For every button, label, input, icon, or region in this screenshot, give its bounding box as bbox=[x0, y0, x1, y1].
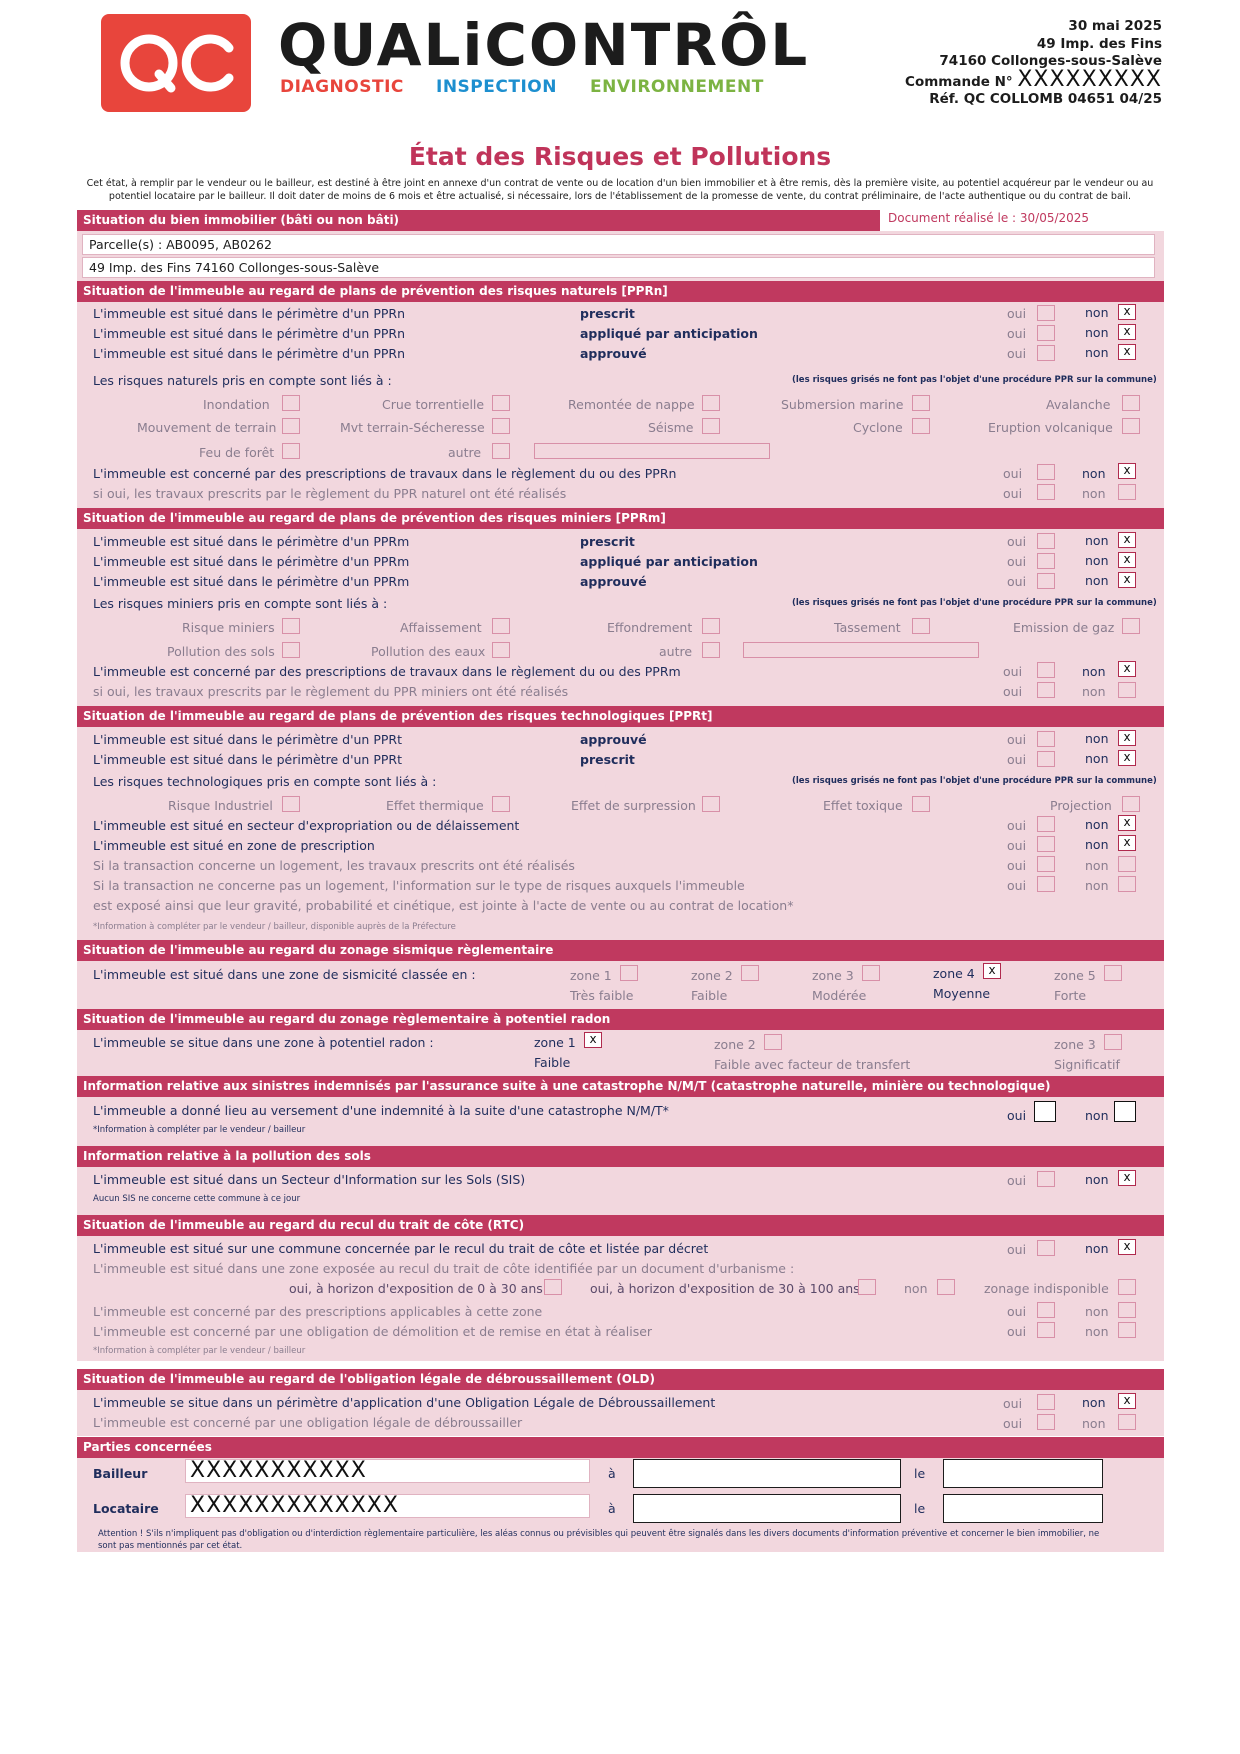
non-label: non bbox=[1085, 1172, 1109, 1187]
pprt-pas-logement-label: Si la transaction ne concerne pas un logement, l'information sur le type de risques auxquels l'immeuble bbox=[93, 878, 745, 893]
radon-zone2-level: Faible avec facteur de transfert bbox=[714, 1057, 911, 1072]
pprn-header: Situation de l'immeuble au regard de plans de prévention des risques naturels [PPRn] bbox=[77, 281, 1164, 302]
pprt-header: Situation de l'immeuble au regard de plans de prévention des risques technologiques [PPRt] bbox=[77, 706, 1164, 727]
pollution-label: L'immeuble est situé dans un Secteur d'Information sur les Sols (SIS) bbox=[93, 1172, 526, 1187]
risk-autre-checkbox[interactable] bbox=[492, 443, 510, 459]
non-label: non bbox=[1085, 817, 1109, 832]
radon-zone3-checkbox[interactable] bbox=[1104, 1034, 1122, 1050]
risk-secheresse-checkbox[interactable] bbox=[492, 418, 510, 434]
header-commande bbox=[905, 66, 1162, 92]
risk-industriel-checkbox[interactable] bbox=[282, 796, 300, 812]
pprn-travaux-non-checkbox[interactable] bbox=[1118, 463, 1136, 479]
parcelles-field[interactable]: Parcelle(s) : AB0095, AB0262 bbox=[82, 234, 1155, 255]
zone5-label: zone 5 bbox=[1054, 968, 1096, 983]
pprt-pas-logement-non-checkbox[interactable] bbox=[1118, 876, 1136, 892]
radon-zone1-level: Faible bbox=[534, 1055, 571, 1070]
radon-zone2-checkbox[interactable] bbox=[764, 1034, 782, 1050]
locataire-label: Locataire bbox=[93, 1501, 159, 1516]
risk-cyclone: Cyclone bbox=[853, 420, 903, 435]
pprm-row1-label: L'immeuble est situé dans le périmètre d'un PPRm bbox=[93, 534, 410, 549]
pprm-anticipation: appliqué par anticipation bbox=[580, 554, 758, 569]
rtc-option4-checkbox[interactable] bbox=[1118, 1279, 1136, 1295]
pprt-note: *Information à compléter par le vendeur / bailleur, disponible auprès de la Préfecture bbox=[93, 922, 456, 932]
sinistres-note: *Information à compléter par le vendeur / bailleur bbox=[93, 1125, 306, 1135]
sismique-zone2-checkbox[interactable] bbox=[741, 965, 759, 981]
sinistres-oui-checkbox[interactable] bbox=[1034, 1101, 1056, 1122]
zone4-label: zone 4 bbox=[933, 966, 975, 981]
risk-avalanche-checkbox[interactable] bbox=[1122, 395, 1140, 411]
commande-label: Commande N° bbox=[905, 73, 1013, 90]
pprm-autre-label: autre bbox=[659, 644, 693, 659]
commande-redacted: XXXXXXXXX bbox=[1017, 66, 1162, 92]
non-label: non bbox=[1085, 878, 1109, 893]
pollution-oui-checkbox[interactable] bbox=[1037, 1171, 1055, 1187]
oui-label: oui bbox=[1007, 326, 1027, 341]
radon-label: L'immeuble se situe dans une zone à potentiel radon : bbox=[93, 1035, 434, 1050]
pprm-travaux-oui-checkbox[interactable] bbox=[1037, 662, 1055, 678]
oui-label: oui bbox=[1003, 684, 1023, 699]
rtc-l4-oui-checkbox[interactable] bbox=[1037, 1322, 1055, 1338]
pprn-row2-label: L'immeuble est situé dans le périmètre d'un PPRn bbox=[93, 326, 406, 341]
non-label: non bbox=[1085, 858, 1109, 873]
rtc-note: *Information à compléter par le vendeur / bailleur bbox=[93, 1346, 306, 1356]
pprm-approuve: approuvé bbox=[580, 574, 647, 589]
pprn-anticipation-non-checkbox[interactable] bbox=[1118, 324, 1136, 340]
qc-logo-icon bbox=[101, 14, 251, 112]
pprm-prescrit-non-checkbox[interactable] bbox=[1118, 532, 1136, 548]
pprn-row1-label: L'immeuble est situé dans le périmètre d'un PPRn bbox=[93, 306, 406, 321]
oui-label: oui bbox=[1007, 554, 1027, 569]
pprm-prescrit: prescrit bbox=[580, 534, 635, 549]
risk-toxique-checkbox[interactable] bbox=[912, 796, 930, 812]
risk-seisme-checkbox[interactable] bbox=[702, 418, 720, 434]
pprt-prescrit: prescrit bbox=[580, 752, 635, 767]
risk-eruption: Eruption volcanique bbox=[988, 420, 1113, 435]
non-label: non bbox=[1085, 325, 1109, 340]
risk-miniers: Risque miniers bbox=[182, 620, 275, 635]
oui-label: oui bbox=[1007, 732, 1027, 747]
company-logo bbox=[101, 14, 251, 112]
risk-seisme: Séisme bbox=[648, 420, 694, 435]
footer-note: Attention ! S'ils n'impliquent pas d'obligation ou d'interdiction règlementaire particulière, les aléas connus ou prévisibles qui peuvent être signalés dans les divers documents d'information préventive et concerner le bien immobilier, ne sont pas mentionnés par cet état. bbox=[98, 1529, 1100, 1551]
header-date: 30 mai 2025 bbox=[1068, 18, 1162, 34]
pprt-approuve-oui-checkbox[interactable] bbox=[1037, 731, 1055, 747]
non-label: non bbox=[1085, 1241, 1109, 1256]
radon-zone3-label: zone 3 bbox=[1054, 1037, 1096, 1052]
old-header: Situation de l'immeuble au regard de l'obligation légale de débroussaillement (OLD) bbox=[77, 1369, 1164, 1390]
non-label: non bbox=[1085, 1304, 1109, 1319]
radon-zone1-label: zone 1 bbox=[534, 1035, 576, 1050]
pprt-expropriation-oui-checkbox[interactable] bbox=[1037, 816, 1055, 832]
risk-nappe: Remontée de nappe bbox=[568, 397, 695, 412]
non-label: non bbox=[1085, 345, 1109, 360]
pprm-travaux-non-checkbox[interactable] bbox=[1118, 661, 1136, 677]
document-date: Document réalisé le : 30/05/2025 bbox=[888, 211, 1090, 225]
risk-projection: Projection bbox=[1050, 798, 1112, 813]
pprt-risks-label: Les risques technologiques pris en compte sont liés à : bbox=[93, 774, 437, 789]
pprn-prescrit-non-checkbox[interactable] bbox=[1118, 304, 1136, 320]
pprm-realises-non-checkbox[interactable] bbox=[1118, 682, 1136, 698]
rtc-l4-non-checkbox[interactable] bbox=[1118, 1322, 1136, 1338]
risk-feu-checkbox[interactable] bbox=[282, 443, 300, 459]
bailleur-label: Bailleur bbox=[93, 1466, 148, 1481]
risk-affaissement-checkbox[interactable] bbox=[492, 618, 510, 634]
pprm-row3-label: L'immeuble est situé dans le périmètre d'un PPRm bbox=[93, 574, 410, 589]
oui-label: oui bbox=[1007, 1304, 1027, 1319]
pprm-realises-label: si oui, les travaux prescrits par le règlement du PPR miniers ont été réalisés bbox=[93, 684, 569, 699]
risk-projection-checkbox[interactable] bbox=[1122, 796, 1140, 812]
pprn-anticipation: appliqué par anticipation bbox=[580, 326, 758, 341]
pprn-greyed-note: (les risques grisés ne font pas l'objet d'une procédure PPR sur la commune) bbox=[792, 375, 1157, 385]
risk-affaissement: Affaissement bbox=[400, 620, 482, 635]
pprt-row2-label: L'immeuble est situé dans le périmètre d'un PPRt bbox=[93, 752, 402, 767]
risk-tassement: Tassement bbox=[834, 620, 901, 635]
risk-submersion-checkbox[interactable] bbox=[912, 395, 930, 411]
pprn-risks-label: Les risques naturels pris en compte sont liés à : bbox=[93, 373, 392, 388]
tagline-diagnostic: DIAGNOSTIC bbox=[280, 77, 404, 97]
tagline-environnement: ENVIRONNEMENT bbox=[590, 77, 764, 97]
rtc-l2: L'immeuble est situé dans une zone exposée au recul du trait de côte identifiée par un document d'urbanisme : bbox=[93, 1261, 795, 1276]
situation-header: Situation du bien immobilier (bâti ou non bâti) bbox=[77, 210, 880, 231]
risk-crue: Crue torrentielle bbox=[382, 397, 485, 412]
risk-gaz-checkbox[interactable] bbox=[1122, 618, 1140, 634]
pprn-realises-label: si oui, les travaux prescrits par le règlement du PPR naturel ont été réalisés bbox=[93, 486, 567, 501]
pprn-approuve: approuvé bbox=[580, 346, 647, 361]
old-l2: L'immeuble est concerné par une obligation légale de débroussailler bbox=[93, 1415, 523, 1430]
non-label: non bbox=[1085, 1108, 1109, 1123]
sismique-zone5-checkbox[interactable] bbox=[1104, 965, 1122, 981]
risk-mouvement-checkbox[interactable] bbox=[282, 418, 300, 434]
risk-crue-checkbox[interactable] bbox=[492, 395, 510, 411]
pprt-logement-oui-checkbox[interactable] bbox=[1037, 856, 1055, 872]
rtc-l3: L'immeuble est concerné par des prescriptions applicables à cette zone bbox=[93, 1304, 543, 1319]
oui-label: oui bbox=[1007, 878, 1027, 893]
radon-zone3-level: Significatif bbox=[1054, 1057, 1120, 1072]
pprm-approuve-oui-checkbox[interactable] bbox=[1037, 573, 1055, 589]
intro-text: Cet état, à remplir par le vendeur ou le bailleur, est destiné à être joint en annexe d'un contrat de vente ou de location d'un bien immobilier et à être remis, dès la première visite, au potentiel acquéreur par le vendeur ou au potentiel locataire par le bailleur. Il doit dater de moins de 6 mois et être actualisé, si nécessaire, lors de l'établissement de la promesse de vente, du contrat préliminaire, de l'acte authentique ou du contrat de bail. bbox=[86, 178, 1154, 202]
risk-thermique: Effet thermique bbox=[386, 798, 484, 813]
rtc-l3-non-checkbox[interactable] bbox=[1118, 1302, 1136, 1318]
pprn-realises-oui-checkbox[interactable] bbox=[1037, 484, 1055, 500]
header-reference: Réf. QC COLLOMB 04651 04/25 bbox=[929, 91, 1162, 107]
header-address2: 74160 Collonges-sous-Salève bbox=[939, 53, 1162, 69]
rtc-option3: non bbox=[904, 1281, 928, 1296]
pprm-prescrit-oui-checkbox[interactable] bbox=[1037, 533, 1055, 549]
pprn-travaux-label: L'immeuble est concerné par des prescriptions de travaux dans le règlement du ou des PPRn bbox=[93, 466, 677, 481]
zone5-level: Forte bbox=[1054, 988, 1087, 1003]
non-label: non bbox=[1082, 466, 1106, 481]
risk-secheresse: Mvt terrain-Sécheresse bbox=[340, 420, 485, 435]
pollution-note: Aucun SIS ne concerne cette commune à ce jour bbox=[93, 1194, 301, 1204]
pprt-prescription-oui-checkbox[interactable] bbox=[1037, 836, 1055, 852]
non-label: non bbox=[1085, 1324, 1109, 1339]
oui-label: oui bbox=[1007, 818, 1027, 833]
pprm-greyed-note: (les risques grisés ne font pas l'objet d'une procédure PPR sur la commune) bbox=[792, 598, 1157, 608]
sismique-label: L'immeuble est situé dans une zone de sismicité classée en : bbox=[93, 967, 476, 982]
risk-eruption-checkbox[interactable] bbox=[1122, 418, 1140, 434]
pprn-approuve-oui-checkbox[interactable] bbox=[1037, 345, 1055, 361]
rtc-header: Situation de l'immeuble au regard du recul du trait de côte (RTC) bbox=[77, 1215, 1164, 1236]
non-label: non bbox=[1085, 533, 1109, 548]
locataire-a-label: à bbox=[608, 1501, 616, 1516]
rtc-l4: L'immeuble est concerné par une obligation de démolition et de remise en état à réaliser bbox=[93, 1324, 653, 1339]
non-label: non bbox=[1085, 731, 1109, 746]
bailleur-le-label: le bbox=[914, 1466, 926, 1481]
zone2-level: Faible bbox=[691, 988, 728, 1003]
oui-label: oui bbox=[1007, 1108, 1027, 1123]
pprm-realises-oui-checkbox[interactable] bbox=[1037, 682, 1055, 698]
zone4-level: Moyenne bbox=[933, 986, 991, 1001]
non-label: non bbox=[1082, 486, 1106, 501]
risk-avalanche: Avalanche bbox=[1046, 397, 1111, 412]
sinistres-non-checkbox[interactable] bbox=[1114, 1101, 1136, 1122]
risk-inondation-checkbox[interactable] bbox=[282, 395, 300, 411]
risk-toxique: Effet toxique bbox=[823, 798, 903, 813]
oui-label: oui bbox=[1007, 534, 1027, 549]
risk-tassement-checkbox[interactable] bbox=[912, 618, 930, 634]
pprm-approuve-non-checkbox[interactable] bbox=[1118, 572, 1136, 588]
pprt-row1-label: L'immeuble est situé dans le périmètre d'un PPRt bbox=[93, 732, 402, 747]
risk-inondation: Inondation bbox=[203, 397, 270, 412]
old-l1-non-checkbox[interactable] bbox=[1118, 1393, 1136, 1409]
radon-zone2-label: zone 2 bbox=[714, 1037, 756, 1052]
oui-label: oui bbox=[1007, 1173, 1027, 1188]
rtc-option1-checkbox[interactable] bbox=[544, 1279, 562, 1295]
old-l2-oui-checkbox[interactable] bbox=[1037, 1414, 1055, 1430]
non-label: non bbox=[1082, 684, 1106, 699]
pprt-logement-non-checkbox[interactable] bbox=[1118, 856, 1136, 872]
pprm-row2-label: L'immeuble est situé dans le périmètre d'un PPRm bbox=[93, 554, 410, 569]
non-label: non bbox=[1085, 837, 1109, 852]
zone3-level: Modérée bbox=[812, 988, 867, 1003]
oui-label: oui bbox=[1007, 1242, 1027, 1257]
risk-miniers-checkbox[interactable] bbox=[282, 618, 300, 634]
risk-industriel: Risque Industriel bbox=[168, 798, 273, 813]
rtc-l3-oui-checkbox[interactable] bbox=[1037, 1302, 1055, 1318]
rtc-option2: oui, à horizon d'exposition de 30 à 100 ans bbox=[590, 1281, 860, 1296]
risk-gaz: Emission de gaz bbox=[1013, 620, 1115, 635]
tagline-inspection: INSPECTION bbox=[436, 77, 557, 97]
pprn-anticipation-oui-checkbox[interactable] bbox=[1037, 325, 1055, 341]
pprt-prescrit-non-checkbox[interactable] bbox=[1118, 750, 1136, 766]
pprn-realises-non-checkbox[interactable] bbox=[1118, 484, 1136, 500]
oui-label: oui bbox=[1003, 466, 1023, 481]
sinistres-header: Information relative aux sinistres indemnisés par l'assurance suite à une catastrophe N/M/T (catastrophe naturelle, minière ou technologique) bbox=[77, 1076, 1164, 1097]
non-label: non bbox=[1085, 305, 1109, 320]
oui-label: oui bbox=[1003, 1416, 1023, 1431]
adresse-field[interactable]: 49 Imp. des Fins 74160 Collonges-sous-Salève bbox=[82, 257, 1155, 278]
pprm-header: Situation de l'immeuble au regard de plans de prévention des risques miniers [PPRm] bbox=[77, 508, 1164, 529]
pprt-approuve: approuvé bbox=[580, 732, 647, 747]
pprm-autre-checkbox[interactable] bbox=[702, 642, 720, 658]
locataire-date-field[interactable] bbox=[943, 1494, 1103, 1523]
pprt-pas-logement-oui-checkbox[interactable] bbox=[1037, 876, 1055, 892]
sismique-zone4-checkbox[interactable] bbox=[983, 963, 1001, 979]
non-label: non bbox=[1082, 1416, 1106, 1431]
pprm-autre-field[interactable] bbox=[743, 642, 979, 658]
pprt-approuve-non-checkbox[interactable] bbox=[1118, 730, 1136, 746]
oui-label: oui bbox=[1007, 858, 1027, 873]
pprm-anticipation-non-checkbox[interactable] bbox=[1118, 552, 1136, 568]
sismique-zone1-checkbox[interactable] bbox=[620, 965, 638, 981]
oui-label: oui bbox=[1003, 486, 1023, 501]
bailleur-a-label: à bbox=[608, 1466, 616, 1481]
locataire-le-label: le bbox=[914, 1501, 926, 1516]
pprm-travaux-label: L'immeuble est concerné par des prescriptions de travaux dans le règlement du ou des PPRm bbox=[93, 664, 681, 679]
pprn-travaux-oui-checkbox[interactable] bbox=[1037, 464, 1055, 480]
pollution-non-checkbox[interactable] bbox=[1118, 1170, 1136, 1186]
old-l2-non-checkbox[interactable] bbox=[1118, 1414, 1136, 1430]
risk-submersion: Submersion marine bbox=[781, 397, 904, 412]
parties-header: Parties concernées bbox=[77, 1437, 1164, 1458]
pprt-expropriation-label: L'immeuble est situé en secteur d'expropriation ou de délaissement bbox=[93, 818, 520, 833]
non-label: non bbox=[1082, 1395, 1106, 1410]
oui-label: oui bbox=[1007, 752, 1027, 767]
zone1-label: zone 1 bbox=[570, 968, 612, 983]
risk-pollution-eaux-checkbox[interactable] bbox=[492, 642, 510, 658]
pprt-expropriation-non-checkbox[interactable] bbox=[1118, 815, 1136, 831]
risk-pollution-sols-checkbox[interactable] bbox=[282, 642, 300, 658]
oui-label: oui bbox=[1007, 346, 1027, 361]
bailleur-lieu-field[interactable] bbox=[633, 1459, 901, 1488]
oui-label: oui bbox=[1007, 838, 1027, 853]
pprn-approuve-non-checkbox[interactable] bbox=[1118, 344, 1136, 360]
pprt-logement-label: Si la transaction concerne un logement, les travaux prescrits ont été réalisés bbox=[93, 858, 575, 873]
pprn-row3-label: L'immeuble est situé dans le périmètre d'un PPRn bbox=[93, 346, 406, 361]
risk-mouvement: Mouvement de terrain bbox=[137, 420, 277, 435]
radon-zone1-checkbox[interactable] bbox=[584, 1032, 602, 1048]
pprm-anticipation-oui-checkbox[interactable] bbox=[1037, 553, 1055, 569]
old-l1-oui-checkbox[interactable] bbox=[1037, 1394, 1055, 1410]
pprt-pas-logement-label2: est exposé ainsi que leur gravité, probabilité et cinétique, est jointe à l'acte de vente ou au contrat de location* bbox=[93, 898, 794, 913]
rtc-option2-checkbox[interactable] bbox=[858, 1279, 876, 1295]
risk-surpression: Effet de surpression bbox=[571, 798, 696, 813]
old-l1: L'immeuble se situe dans un périmètre d'application d'une Obligation Légale de Débroussaillement bbox=[93, 1395, 716, 1410]
risk-effondrement: Effondrement bbox=[607, 620, 693, 635]
rtc-option1: oui, à horizon d'exposition de 0 à 30 ans bbox=[289, 1281, 543, 1296]
risk-effondrement-checkbox[interactable] bbox=[702, 618, 720, 634]
non-label: non bbox=[1085, 573, 1109, 588]
bailleur-date-field[interactable] bbox=[943, 1459, 1103, 1488]
risk-feu: Feu de forêt bbox=[199, 445, 275, 460]
page-title: État des Risques et Pollutions bbox=[408, 142, 832, 171]
radon-header: Situation de l'immeuble au regard du zonage règlementaire à potentiel radon bbox=[77, 1009, 1164, 1030]
header-info bbox=[905, 18, 1162, 109]
oui-label: oui bbox=[1007, 306, 1027, 321]
pprm-risks-label: Les risques miniers pris en compte sont liés à : bbox=[93, 596, 388, 611]
pprn-prescrit-oui-checkbox[interactable] bbox=[1037, 305, 1055, 321]
pprt-greyed-note: (les risques grisés ne font pas l'objet d'une procédure PPR sur la commune) bbox=[792, 776, 1157, 786]
locataire-lieu-field[interactable] bbox=[633, 1494, 901, 1523]
oui-label: oui bbox=[1007, 1324, 1027, 1339]
oui-label: oui bbox=[1003, 664, 1023, 679]
oui-label: oui bbox=[1003, 1396, 1023, 1411]
zone1-level: Très faible bbox=[570, 988, 634, 1003]
pprt-prescrit-oui-checkbox[interactable] bbox=[1037, 751, 1055, 767]
risk-cyclone-checkbox[interactable] bbox=[912, 418, 930, 434]
rtc-option3-checkbox[interactable] bbox=[937, 1279, 955, 1295]
sinistres-label: L'immeuble a donné lieu au versement d'une indemnité à la suite d'une catastrophe N/M/T* bbox=[93, 1103, 669, 1118]
brand-name: QUALiCONTRÔL bbox=[278, 11, 810, 79]
risk-autre-label: autre bbox=[448, 445, 482, 460]
sismique-header: Situation de l'immeuble au regard du zonage sismique règlementaire bbox=[77, 940, 1164, 961]
locataire-field[interactable]: XXXXXXXXXXXXX bbox=[185, 1494, 590, 1518]
oui-label: oui bbox=[1007, 574, 1027, 589]
risk-thermique-checkbox[interactable] bbox=[492, 796, 510, 812]
risk-autre-field[interactable] bbox=[534, 443, 770, 459]
rtc-l1: L'immeuble est situé sur une commune concernée par le recul du trait de côte et listée par décret bbox=[93, 1241, 709, 1256]
pprt-prescription-label: L'immeuble est situé en zone de prescription bbox=[93, 838, 375, 853]
rtc-l1-non-checkbox[interactable] bbox=[1118, 1239, 1136, 1255]
risk-pollution-eaux: Pollution des eaux bbox=[371, 644, 486, 659]
risk-surpression-checkbox[interactable] bbox=[702, 796, 720, 812]
rtc-l1-oui-checkbox[interactable] bbox=[1037, 1240, 1055, 1256]
pollution-header: Information relative à la pollution des sols bbox=[77, 1146, 1164, 1167]
risk-pollution-sols: Pollution des sols bbox=[167, 644, 275, 659]
non-label: non bbox=[1085, 553, 1109, 568]
non-label: non bbox=[1085, 751, 1109, 766]
pprn-prescrit: prescrit bbox=[580, 306, 635, 321]
pprt-prescription-non-checkbox[interactable] bbox=[1118, 835, 1136, 851]
rtc-option4: zonage indisponible bbox=[984, 1281, 1109, 1296]
zone3-label: zone 3 bbox=[812, 968, 854, 983]
non-label: non bbox=[1082, 664, 1106, 679]
sismique-zone3-checkbox[interactable] bbox=[862, 965, 880, 981]
bailleur-field[interactable]: XXXXXXXXXXX bbox=[185, 1459, 590, 1483]
zone2-label: zone 2 bbox=[691, 968, 733, 983]
header-address1: 49 Imp. des Fins bbox=[1036, 35, 1162, 52]
risk-nappe-checkbox[interactable] bbox=[702, 395, 720, 411]
